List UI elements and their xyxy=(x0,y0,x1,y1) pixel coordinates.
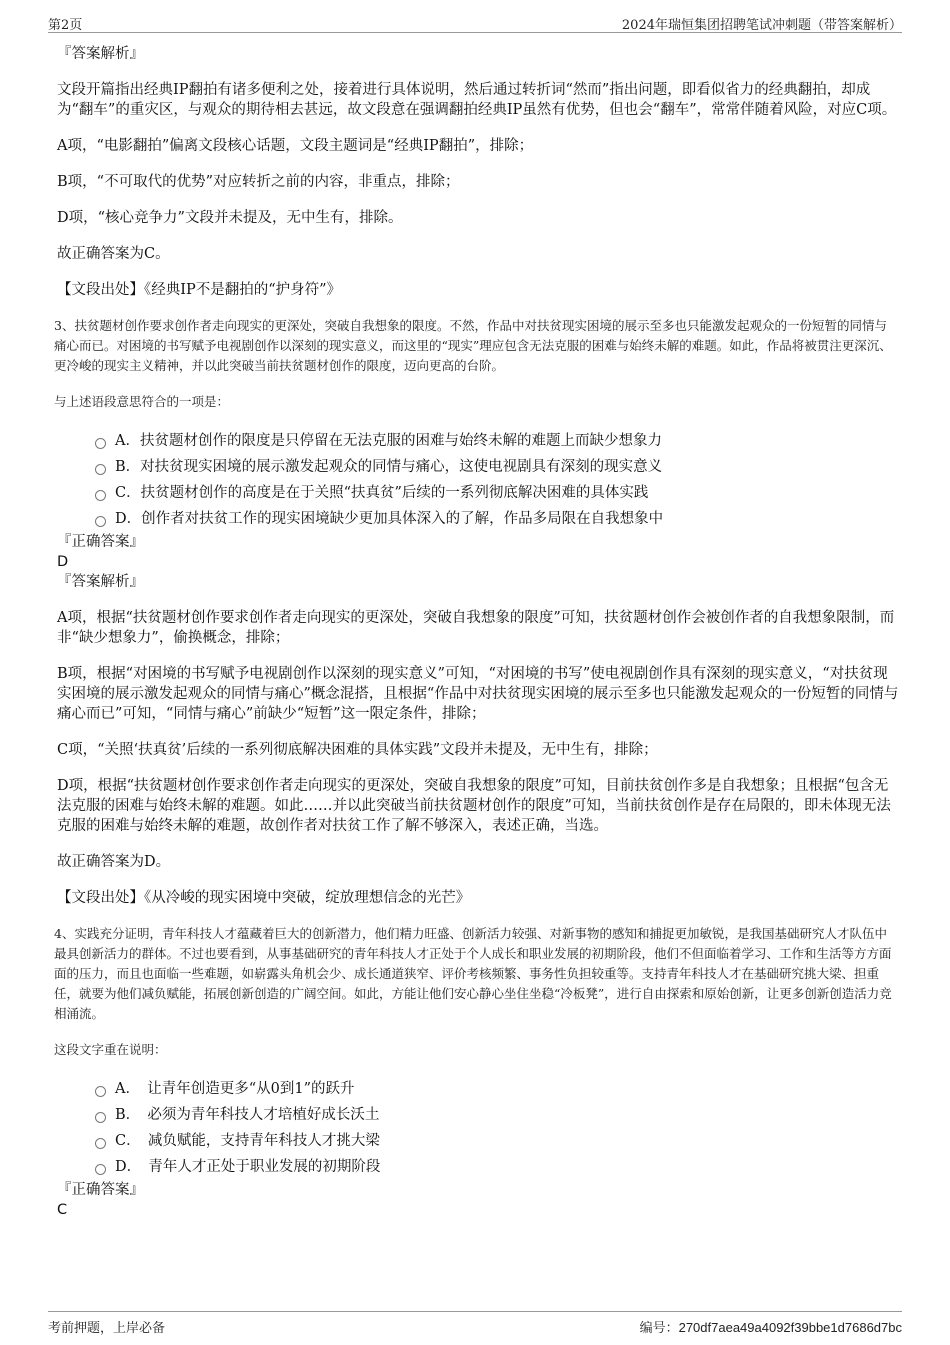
analysis-option-b: B项，根据“对困境的书写赋予电视剧创作以深刻的现实意义”可知，“对困境的书写”使电视剧创作具有深刻的现实意义，“对扶贫现实困境的展示激发起观众的同情与痛心”概念混搭，且根据“作品中对扶贫现实困境的展示至多也只能激发起观众的一份短暂的同情与痛心而已”可知，“同情与痛心”前缺少“短暂”这一限定条件，排除； xyxy=(57,666,899,722)
analysis-conclusion: 故正确答案为C。 xyxy=(57,246,170,262)
option-a[interactable]: A． 让青年创造更多“从0到1”的跃升 xyxy=(95,1076,899,1102)
page-header xyxy=(48,12,902,33)
analysis-paragraph: 文段开篇指出经典IP翻拍有诸多便利之处，接着进行具体说明，然后通过转折词“然而”指出问题，即看似省力的经典翻拍，却成为“翻车”的重灾区，与观众的期待相去甚远，故文段意在强调翻拍经典IP虽然有优势，但也会“翻车”，常常伴随着风险，对应C项。 xyxy=(57,82,897,118)
analysis-conclusion: 故正确答案为D。 xyxy=(57,854,171,870)
analysis-option-a: A项，“电影翻拍”偏离文段核心话题，文段主题词是“经典IP翻拍”，排除； xyxy=(57,138,534,154)
option-c[interactable]: C． 减负赋能，支持青年科技人才挑大梁 xyxy=(95,1128,899,1154)
correct-answer-label: 『正确答案』 xyxy=(57,1182,144,1198)
radio-icon[interactable] xyxy=(95,516,106,527)
serial-value: 270df7aea49a4092f39bbe1d7686d7bc xyxy=(678,1320,902,1335)
document-title: 2024年瑞恒集团招聘笔试冲刺题（带答案解析） xyxy=(621,18,902,33)
question-3-stem: 3、扶贫题材创作要求创作者走向现实的更深处，突破自我想象的限度。不然，作品中对扶贫现实困境的展示至多也只能激发起观众的一份短暂的同情与痛心而已。对困境的书写赋予电视剧创作以深刻的现实意义，而这里的“现实”理应包含无法克服的困难与始终未解的难题。如此，作品将被贯注更深沉、更冷峻的现实主义精神，并以此突破当前扶贫题材创作的限度，迈向更高的台阶。 xyxy=(54,318,892,373)
analysis-option-d: D项，根据“扶贫题材创作要求创作者走向现实的更深处，突破自我想象的限度”可知，目前扶贫创作多是自我想象；且根据“包含无法克服的困难与始终未解的难题。如此……并以此突破当前扶贫题材创作的限度”可知，当前扶贫创作是存在局限的，即未体现无法克服的困难与始终未解的难题，故创作者对扶贫工作了解不够深入，表述正确，当选。 xyxy=(57,778,891,834)
radio-icon[interactable] xyxy=(95,1086,106,1097)
radio-icon[interactable] xyxy=(95,490,106,501)
question-4-options xyxy=(95,1076,899,1180)
radio-icon[interactable] xyxy=(95,438,106,449)
source-citation: 【文段出处】《从冷峻的现实困境中突破，绽放理想信念的光芒》 xyxy=(57,890,471,906)
question-3-prompt: 与上述语段意思符合的一项是： xyxy=(54,394,230,409)
page-content xyxy=(54,44,899,1220)
option-d[interactable]: D．创作者对扶贫工作的现实困境缺少更加具体深入的了解，作品多局限在自我想象中 xyxy=(95,506,899,532)
analysis-option-b: B项，“不可取代的优势”对应转折之前的内容，非重点，排除； xyxy=(57,174,460,190)
page-footer xyxy=(48,1311,902,1338)
question-4-stem: 4、实践充分证明，青年科技人才蕴藏着巨大的创新潜力，他们精力旺盛、创新活力较强、对新事物的感知和捕捉更加敏锐，是我国基础研究人才队伍中最具创新活力的群体。不过也要看到，从事基础研究的青年科技人才正处于个人成长和职业发展的初期阶段，他们不但面临着学习、工作和生活等方方面面的压力，而且也面临一些难题，如崭露头角机会少、成长通道狭窄、评价考核频繁、事务性负担较重等。支持青年科技人才在基础研究挑大梁、担重任，就要为他们减负赋能，拓展创新创造的广阔空间。如此，方能让他们安心静心坐住坐稳“冷板凳”，进行自由探索和原始创新，让更多创新创造活力竞相涌流。 xyxy=(54,926,892,1021)
radio-icon[interactable] xyxy=(95,1112,106,1123)
correct-answer: C xyxy=(57,1202,68,1218)
analysis-option-c: C项，“关照‘扶真贫’后续的一系列彻底解决困难的具体实践”文段并未提及，无中生有，排除； xyxy=(57,742,658,758)
analysis-label: 『答案解析』 xyxy=(57,46,144,62)
source-citation: 【文段出处】《经典IP不是翻拍的“护身符”》 xyxy=(57,282,342,298)
footer-slogan: 考前押题，上岸必备 xyxy=(48,1321,166,1336)
page-number: 第2页 xyxy=(48,18,83,33)
option-a[interactable]: A．扶贫题材创作的限度是只停留在无法克服的困难与始终未解的难题上而缺少想象力 xyxy=(95,428,899,454)
question-4-prompt: 这段文字重在说明： xyxy=(54,1042,167,1057)
option-b[interactable]: B．对扶贫现实困境的展示激发起观众的同情与痛心，这使电视剧具有深刻的现实意义 xyxy=(95,454,899,480)
serial-label: 编号： xyxy=(639,1321,679,1336)
correct-answer-label: 『正确答案』 xyxy=(57,534,144,550)
radio-icon[interactable] xyxy=(95,1164,106,1175)
correct-answer: D xyxy=(57,554,69,570)
option-b[interactable]: B． 必须为青年科技人才培植好成长沃土 xyxy=(95,1102,899,1128)
analysis-option-d: D项，“核心竞争力”文段并未提及，无中生有，排除。 xyxy=(57,210,403,226)
option-d[interactable]: D． 青年人才正处于职业发展的初期阶段 xyxy=(95,1154,899,1180)
analysis-label: 『答案解析』 xyxy=(57,574,144,590)
radio-icon[interactable] xyxy=(95,464,106,475)
option-c[interactable]: C．扶贫题材创作的高度是在于关照“扶真贫”后续的一系列彻底解决困难的具体实践 xyxy=(95,480,899,506)
question-3-options xyxy=(95,428,899,532)
serial-number xyxy=(640,1317,902,1336)
radio-icon[interactable] xyxy=(95,1138,106,1149)
analysis-option-a: A项，根据“扶贫题材创作要求创作者走向现实的更深处，突破自我想象的限度”可知，扶贫题材创作会被创作者的自我想象限制，而非“缺少想象力”，偷换概念，排除； xyxy=(57,610,895,646)
